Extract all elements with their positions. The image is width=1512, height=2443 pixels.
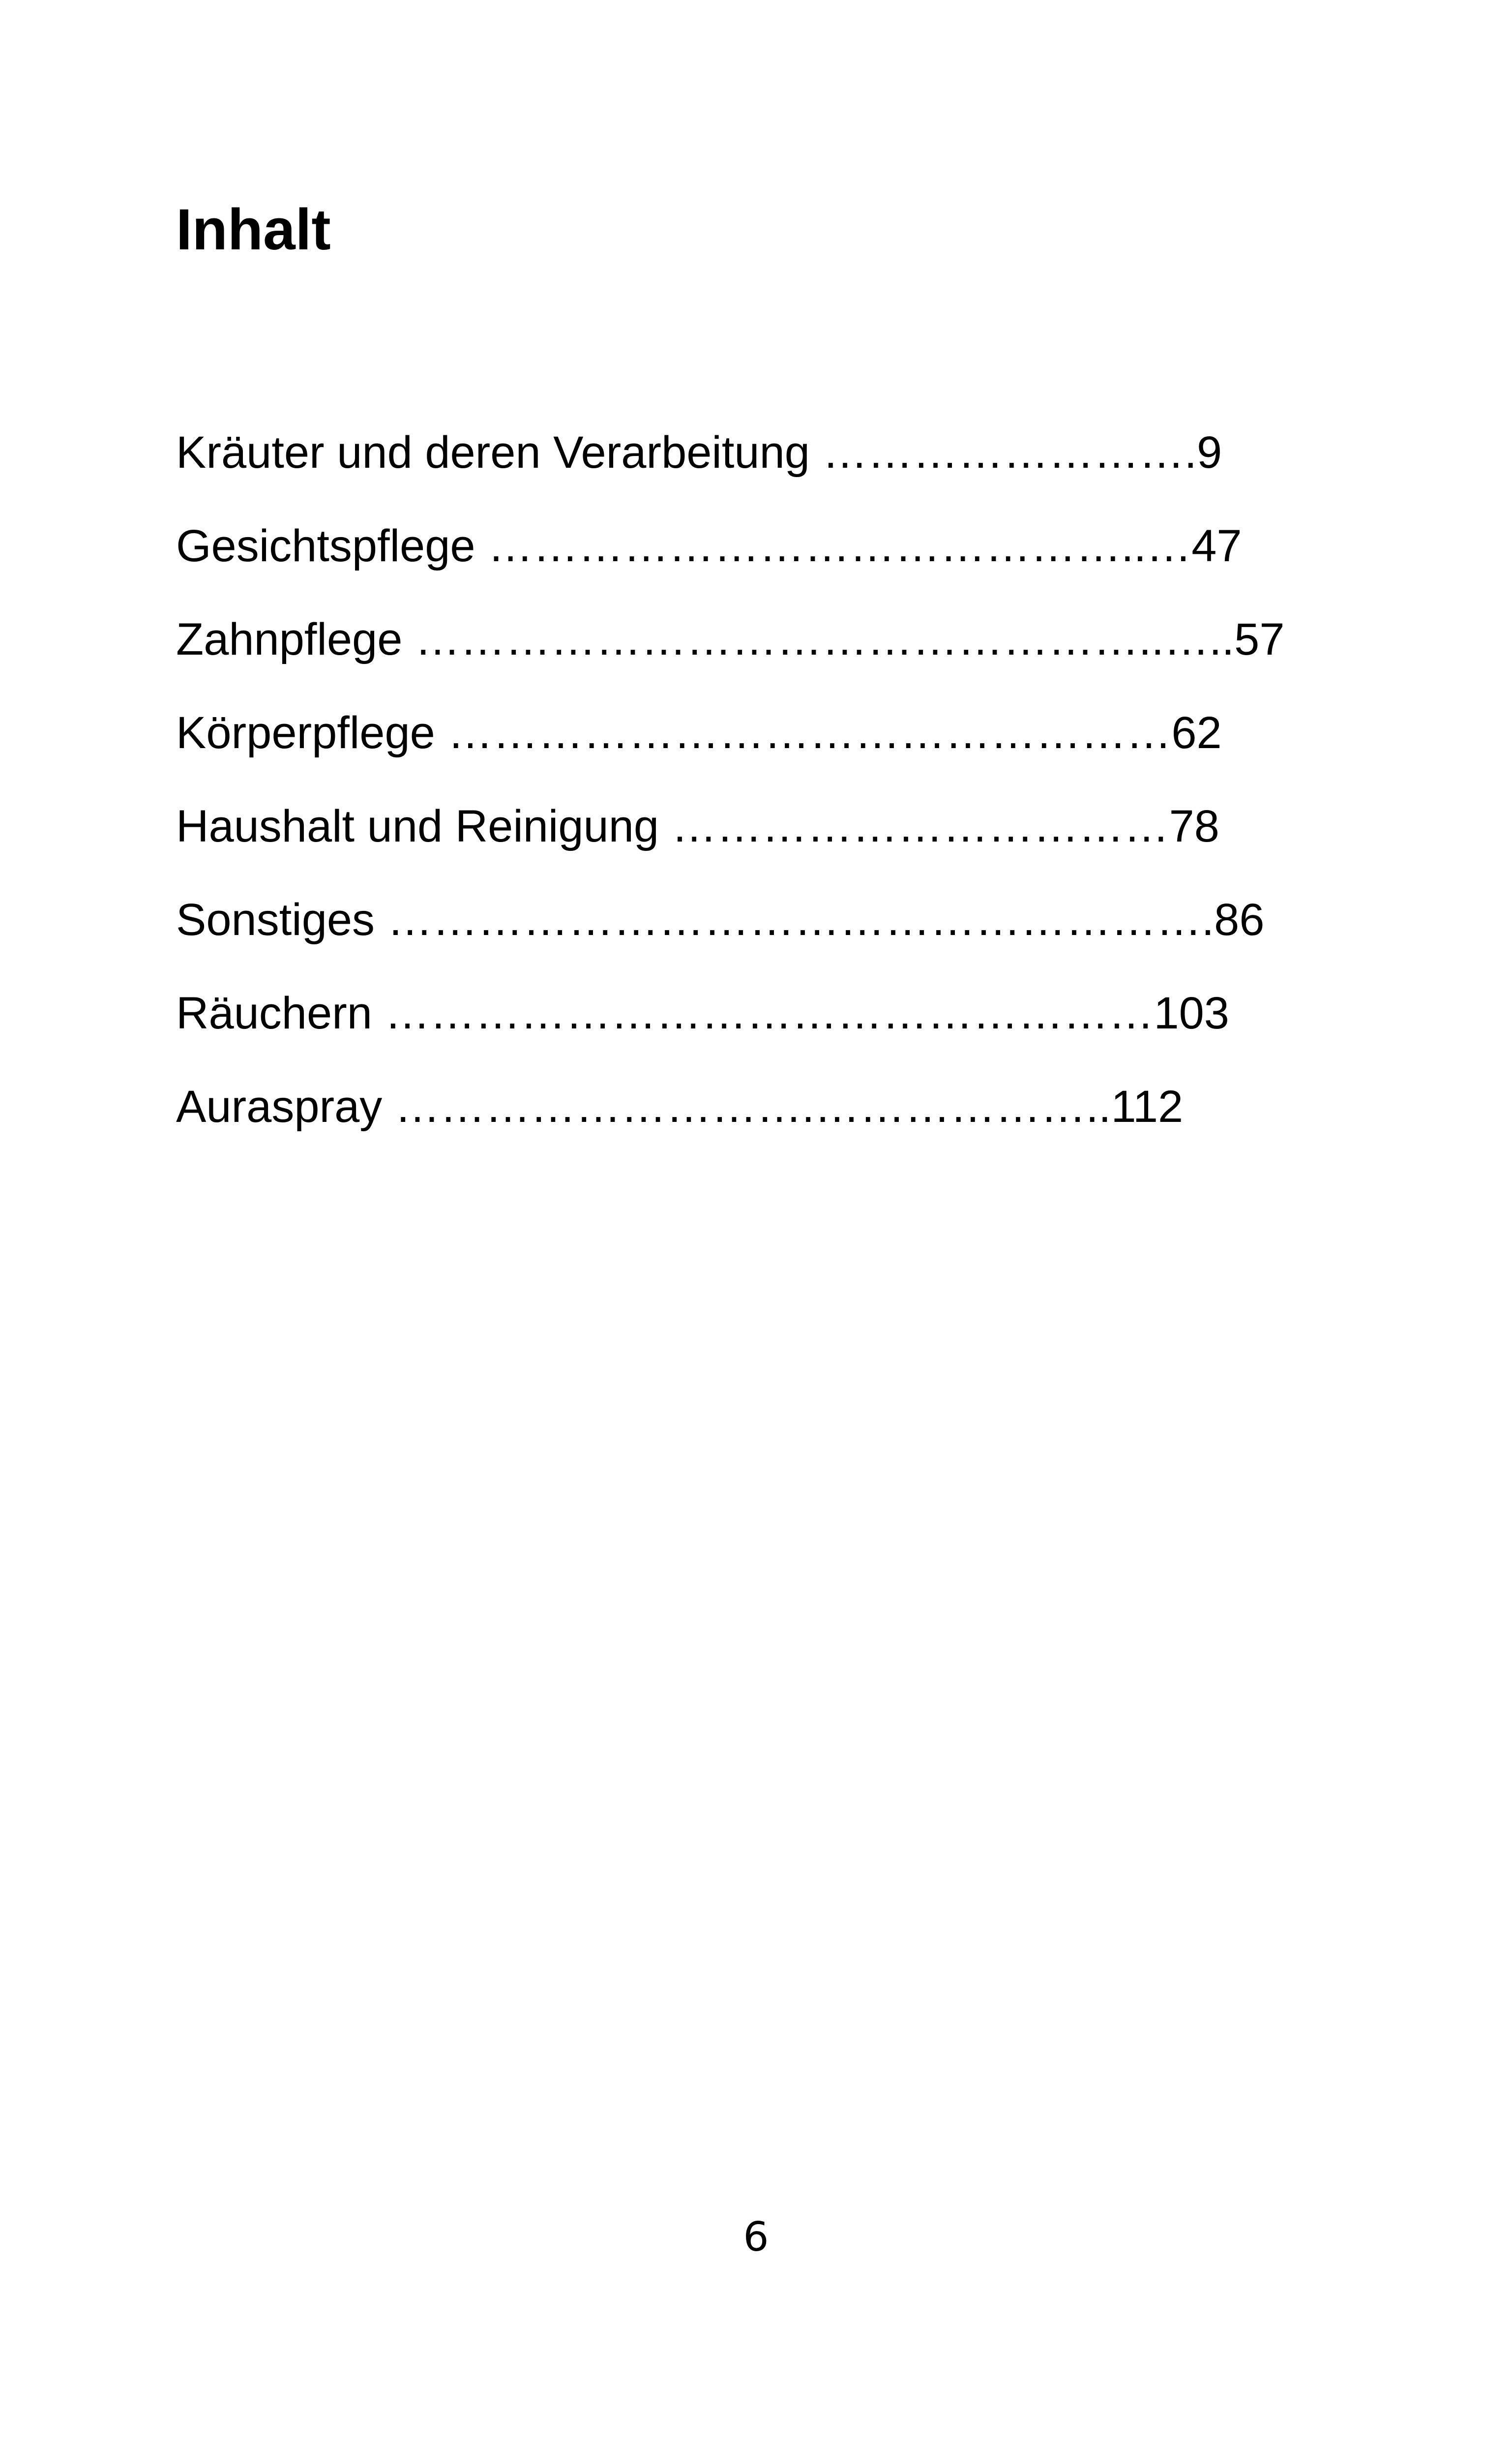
toc-entry: Körperpflege …………………………………………62 xyxy=(176,708,1222,758)
toc-heading: Inhalt xyxy=(176,197,331,262)
toc-entry: Sonstiges ……………………………………………….86 xyxy=(176,895,1265,945)
toc-entry: Gesichtspflege ……………………………………..…47 xyxy=(176,521,1242,571)
toc-entry: Zahnpflege …………………………………………..…..57 xyxy=(176,614,1285,664)
toc-entry: Haushalt und Reinigung ……………………………78 xyxy=(176,801,1219,851)
toc-entry: Kräuter und deren Verarbeitung …………………….9 xyxy=(176,427,1222,478)
table-of-contents xyxy=(176,416,1285,1163)
toc-entry: Räuchern ……………………………………………103 xyxy=(176,988,1229,1038)
toc-entry: Auraspray ……………………….………………..112 xyxy=(176,1082,1184,1132)
page-number: 6 xyxy=(743,2214,769,2261)
